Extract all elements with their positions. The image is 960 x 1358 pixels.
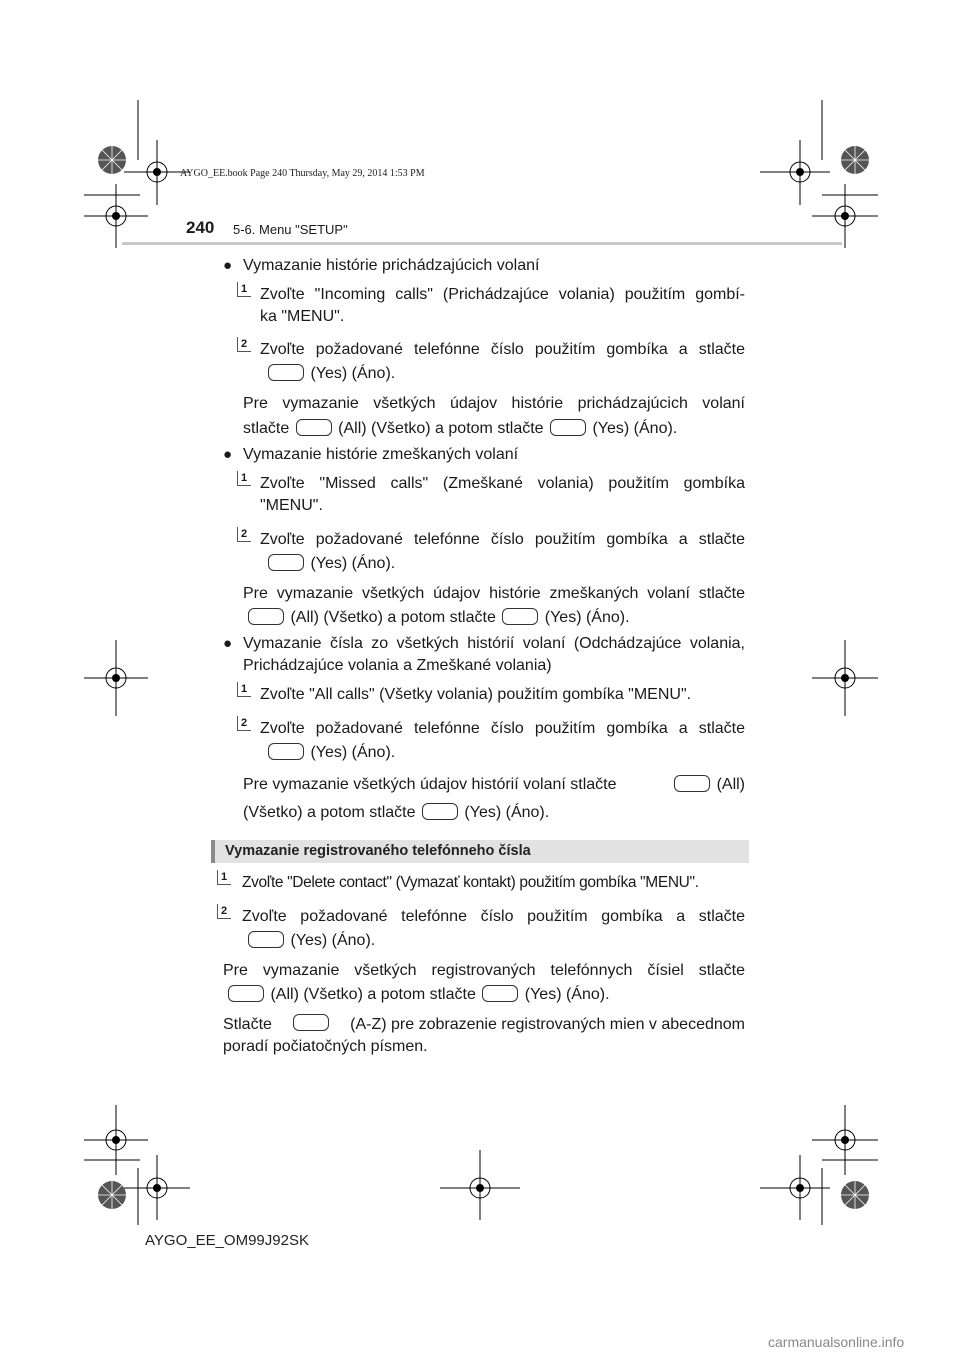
- all-button-icon: [296, 419, 332, 436]
- registered-note2: Stlačte (A-Z) pre zobrazenie registrovaných mien v abecednom: [223, 1016, 745, 1033]
- bullet: ●: [223, 446, 233, 463]
- missed-step1-cont: "MENU".: [260, 497, 323, 514]
- missed-title: Vymazanie histórie zmeškaných volaní: [243, 446, 519, 463]
- az-button-icon: [293, 1014, 329, 1031]
- all-button-icon: [228, 985, 264, 1002]
- step-number-1: 1: [237, 682, 251, 697]
- all-step1: Zvoľte "All calls" (Všetky volania) použitím gombíka "MENU".: [260, 686, 692, 703]
- registered-note2-cont: poradí počiatočných písmen.: [223, 1038, 428, 1055]
- incoming-note-cont: stlačte (All) (Všetko) a potom stlačte (Yes) (Áno).: [243, 420, 678, 437]
- yes-button-icon: [550, 419, 586, 436]
- incoming-step2: Zvoľte požadované telefónne číslo použitím gombíka a stlačte: [260, 341, 745, 358]
- step-number-2: 2: [217, 904, 231, 919]
- watermark: carmanualsonline.info: [768, 1334, 905, 1350]
- missed-note-cont: (All) (Všetko) a potom stlačte (Yes) (Áno).: [246, 607, 630, 629]
- section-heading-bar: [211, 840, 749, 863]
- yes-button-icon: [268, 364, 304, 381]
- registered-step2-cont: (Yes) (Áno).: [246, 930, 375, 952]
- missed-step2: Zvoľte požadované telefónne číslo použitím gombíka a stlačte: [260, 531, 745, 548]
- incoming-step1-cont: ka "MENU".: [260, 308, 345, 325]
- yes-button-icon: [248, 931, 284, 948]
- header-rule: [122, 242, 842, 245]
- registered-note-cont: (All) (Všetko) a potom stlačte (Yes) (Áno).: [226, 984, 610, 1006]
- yes-button-icon: [482, 985, 518, 1002]
- all-button-icon: [248, 608, 284, 625]
- registered-step2: Zvoľte požadované telefónne číslo použitím gombíka a stlačte: [242, 908, 745, 925]
- all-step2: Zvoľte požadované telefónne číslo použitím gombíka a stlačte: [260, 720, 745, 737]
- step-number-2: 2: [237, 337, 251, 352]
- step-number-1: 1: [237, 282, 251, 297]
- incoming-note: Pre vymazanie všetkých údajov histórie prichádzajúcich volaní: [243, 395, 745, 412]
- missed-step1: Zvoľte "Missed calls" (Zmeškané volania) použitím gombíka: [260, 475, 745, 492]
- step-number-1: 1: [217, 870, 231, 885]
- missed-step2-cont: (Yes) (Áno).: [266, 553, 395, 575]
- registered-note: Pre vymazanie všetkých registrovaných telefónnych čísiel stlačte: [223, 962, 745, 979]
- bullet: ●: [223, 257, 233, 274]
- page-number: 240: [186, 218, 215, 237]
- yes-button-icon: [268, 743, 304, 760]
- section-heading: Vymazanie registrovaného telefónneho čísla: [225, 843, 531, 859]
- yes-button-icon: [502, 608, 538, 625]
- yes-button-icon: [268, 554, 304, 571]
- step-number-1: 1: [237, 471, 251, 486]
- yes-button-icon: [422, 803, 458, 820]
- all-step2-cont: (Yes) (Áno).: [266, 742, 395, 764]
- incoming-step1: Zvoľte "Incoming calls" (Prichádzajúce volania) použitím gombí-: [260, 286, 745, 303]
- section-title: 5-6. Menu "SETUP": [233, 222, 348, 237]
- all-button-icon: [674, 775, 710, 792]
- all-title-cont: Prichádzajúce volania a Zmeškané volania): [243, 657, 552, 674]
- all-note: Pre vymazanie všetkých údajov histórií volaní stlačte (All): [243, 776, 745, 793]
- incoming-title: Vymazanie histórie prichádzajúcich volaní: [243, 257, 540, 274]
- all-note-cont: (Všetko) a potom stlačte (Yes) (Áno).: [243, 804, 550, 821]
- step-number-2: 2: [237, 527, 251, 542]
- book-info: AYGO_EE.book Page 240 Thursday, May 29, 2014 1:53 PM: [180, 168, 425, 179]
- footer-code: AYGO_EE_OM99J92SK: [145, 1232, 309, 1249]
- incoming-step2-cont: (Yes) (Áno).: [266, 363, 395, 385]
- step-number-2: 2: [237, 716, 251, 731]
- registered-step1: Zvoľte "Delete contact" (Vymazať kontakt) použitím gombíka "MENU".: [242, 874, 699, 891]
- all-title: Vymazanie čísla zo všetkých histórií volaní (Odchádzajúce volania,: [243, 635, 745, 652]
- missed-note: Pre vymazanie všetkých údajov histórie zmeškaných volaní stlačte: [243, 585, 745, 602]
- bullet: ●: [223, 635, 233, 652]
